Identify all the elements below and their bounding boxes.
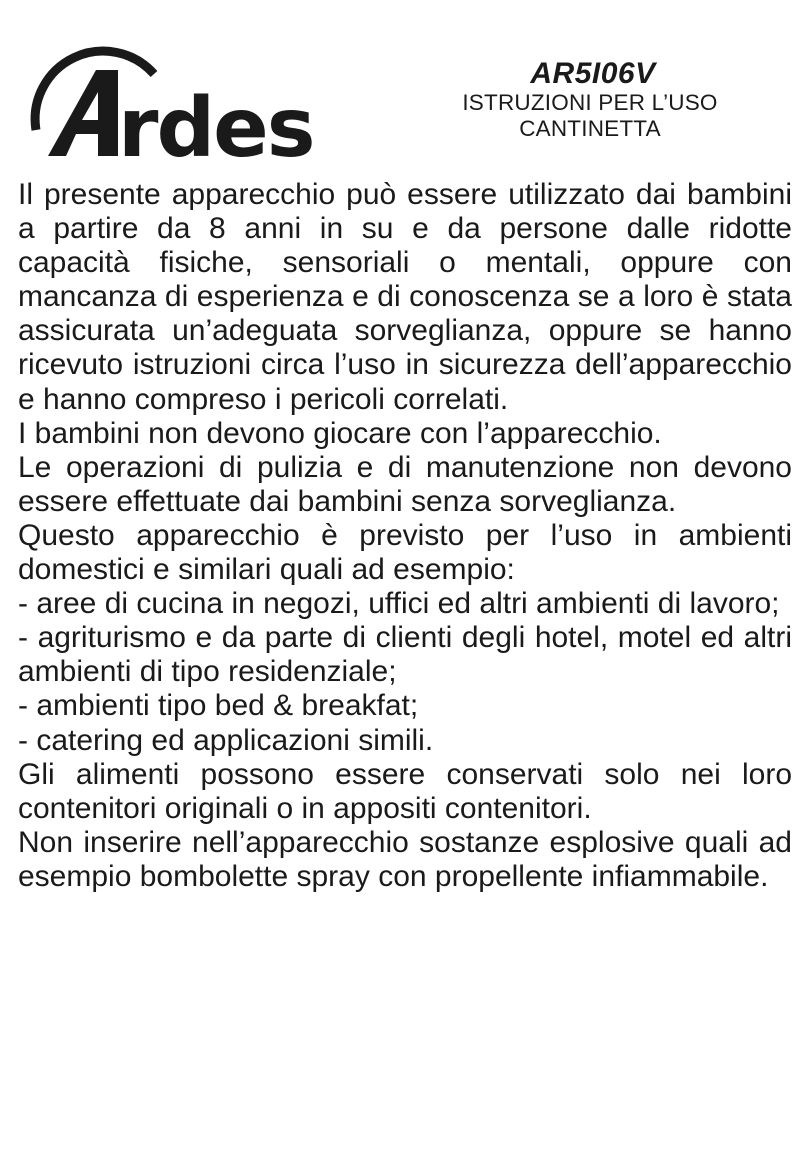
model-number: AR5I06V	[530, 57, 656, 90]
paragraph-supervision: Il presente apparecchio può essere utilizzato dai bambini a partire da 8 anni in su e da persone dalle ridotte capacità fisiche, sensoriali o mentali, oppure con mancanza di esperienza e di conoscenza se a loro è stata assicurata un’adeguata sorveglianza, oppure se hanno ricevuto istruzioni circa l’uso in sicurezza dell’apparecchio e hanno compreso i pericoli correlati.	[18, 178, 792, 416]
paragraph-intended-use: Questo apparecchio è previsto per l’uso in ambienti domestici e similari quali ad esempio:	[18, 518, 792, 587]
list-item: - catering ed applicazioni simili.	[18, 723, 434, 757]
document-header	[400, 58, 780, 142]
list-item: - aree di cucina in negozi, uffici ed altri ambienti di lavoro;	[18, 587, 780, 621]
safety-instructions	[18, 178, 792, 894]
paragraph-explosives: Non inserire nell’apparecchio sostanze esplosive quali ad esempio bombolette spray con propellente infiammabile.	[18, 825, 792, 893]
product-type: CANTINETTA	[519, 116, 661, 141]
paragraph-children-play: I bambini non devono giocare con l’apparecchio.	[18, 416, 662, 450]
svg-text:rdes: rdes	[118, 81, 314, 170]
list-item: - ambienti tipo bed & breakfat;	[18, 689, 419, 723]
list-item: - agriturismo e da parte di clienti degli hotel, motel ed altri ambienti di tipo residenziale;	[18, 621, 792, 689]
paragraph-food-storage: Gli alimenti possono essere conservati solo nei loro contenitori originali o in appositi contenitori.	[18, 757, 792, 825]
manual-title: ISTRUZIONI PER L’USO	[462, 90, 718, 115]
paragraph-cleaning: Le operazioni di pulizia e di manutenzione non devono essere effettuate dai bambini senza sorveglianza.	[18, 450, 792, 518]
ardes-logo	[14, 30, 354, 170]
